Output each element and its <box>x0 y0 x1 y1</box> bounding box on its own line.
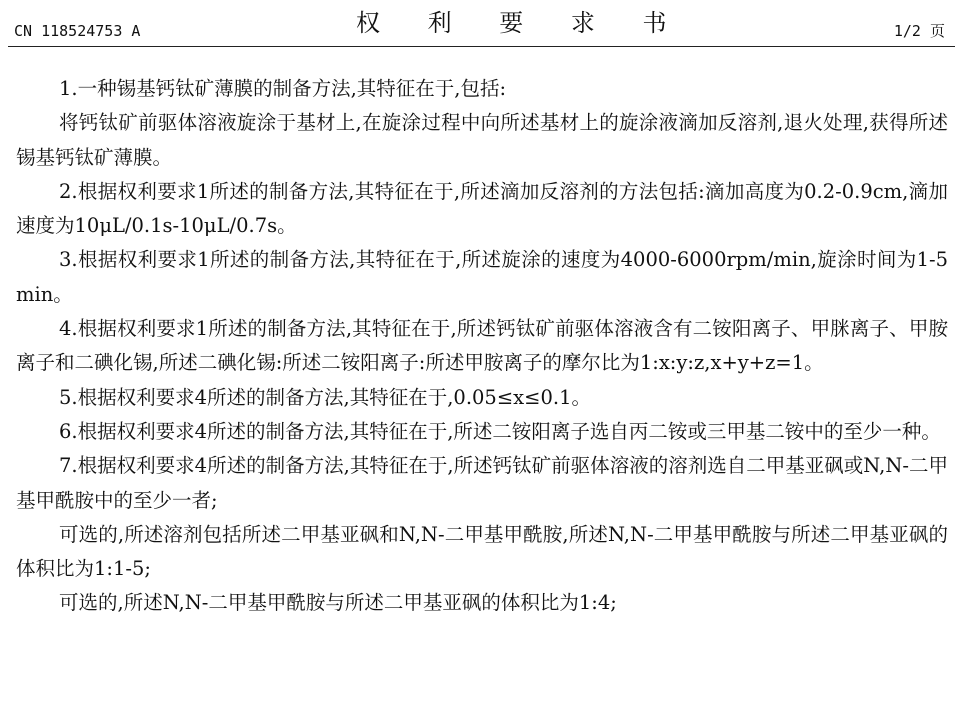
header-divider <box>8 46 955 47</box>
page-header <box>0 0 963 46</box>
claim-paragraph: 7.根据权利要求4所述的制备方法,其特征在于,所述钙钛矿前驱体溶液的溶剂选自二甲基亚砜或N,N-二甲基甲酰胺中的至少一者; <box>16 454 948 512</box>
claim-paragraph: 可选的,所述N,N-二甲基甲酰胺与所述二甲基亚砜的体积比为1:4; <box>59 591 617 615</box>
page-number: 1/2 页 <box>893 22 945 40</box>
claim-paragraph: 3.根据权利要求1所述的制备方法,其特征在于,所述旋涂的速度为4000-6000rpm/min,旋涂时间为1-5min。 <box>16 248 948 306</box>
document-title: 权 利 要 求 书 <box>356 9 687 37</box>
claim-paragraph: 可选的,所述溶剂包括所述二甲基亚砜和N,N-二甲基甲酰胺,所述N,N-二甲基甲酰胺与所述二甲基亚砜的体积比为1:1-5; <box>16 522 948 581</box>
publication-number: CN 118524753 A <box>14 22 141 40</box>
claim-paragraph: 6.根据权利要求4所述的制备方法,其特征在于,所述二铵阳离子选自丙二铵或三甲基二铵中的至少一种。 <box>59 419 941 443</box>
claim-paragraph: 2.根据权利要求1所述的制备方法,其特征在于,所述滴加反溶剂的方法包括:滴加高度为0.2-0.9cm,滴加速度为10μL/0.1s-10μL/0.7s。 <box>16 179 948 238</box>
claim-paragraph: 将钙钛矿前驱体溶液旋涂于基材上,在旋涂过程中向所述基材上的旋涂液滴加反溶剂,退火处理,获得所述锡基钙钛矿薄膜。 <box>16 111 948 169</box>
claim-paragraph: 5.根据权利要求4所述的制备方法,其特征在于,0.05≤x≤0.1。 <box>59 385 592 409</box>
claim-paragraph: 4.根据权利要求1所述的制备方法,其特征在于,所述钙钛矿前驱体溶液含有二铵阳离子、甲脒离子、甲胺离子和二碘化锡,所述二碘化锡:所述二铵阳离子:所述甲胺离子的摩尔比为1:x:y:z,x+y+z=1。 <box>16 317 948 375</box>
claims-body <box>16 72 948 621</box>
claim-paragraph: 1.一种锡基钙钛矿薄膜的制备方法,其特征在于,包括: <box>59 77 507 100</box>
